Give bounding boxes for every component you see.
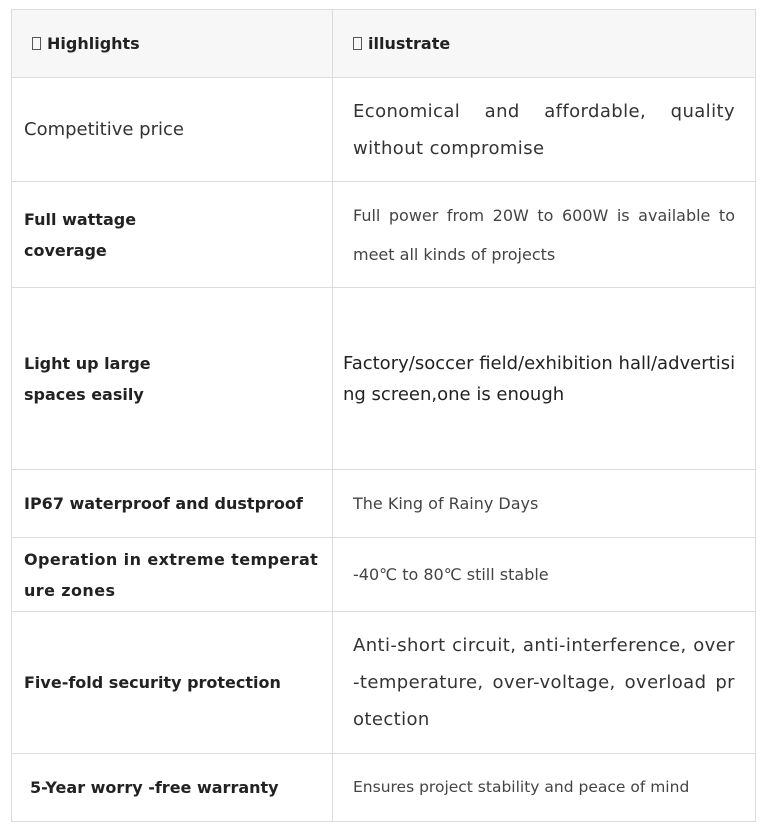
placeholder-glyph-icon xyxy=(353,37,362,50)
feature-text: Operation in extreme temperature zones xyxy=(24,549,319,600)
description-cell xyxy=(333,288,756,470)
description-cell xyxy=(333,182,756,288)
feature-text: Competitive price xyxy=(24,119,184,140)
description-cell xyxy=(333,754,756,822)
feature-cell xyxy=(12,612,333,754)
description-cell xyxy=(333,612,756,754)
description-text: Ensures project stability and peace of mind xyxy=(353,778,690,796)
description-text: Factory/soccer field/exhibition hall/advertising screen,one is enough xyxy=(343,352,736,405)
feature-text: Five-fold security protection xyxy=(24,673,281,692)
description-text: The King of Rainy Days xyxy=(353,494,539,513)
feature-cell xyxy=(12,182,333,288)
table-row xyxy=(12,288,756,470)
header-label-illustrate: illustrate xyxy=(368,34,451,53)
feature-text: IP67 waterproof and dustproof xyxy=(24,494,303,513)
placeholder-glyph-icon xyxy=(32,37,41,50)
table-row xyxy=(12,612,756,754)
description-cell xyxy=(333,78,756,182)
table-row xyxy=(12,538,756,612)
feature-cell xyxy=(12,288,333,470)
table-header-row xyxy=(12,10,756,78)
description-text: Anti-short circuit, anti-interference, over-temperature, over-voltage, overload protection xyxy=(353,635,735,730)
header-label-highlights: Highlights xyxy=(47,34,140,53)
feature-cell xyxy=(12,754,333,822)
header-cell-highlights xyxy=(12,10,333,78)
description-text: Economical and affordable, quality without compromise xyxy=(353,100,735,159)
table-row xyxy=(12,470,756,538)
description-cell xyxy=(333,470,756,538)
description-text: Full power from 20W to 600W is available to meet all kinds of projects xyxy=(353,205,735,264)
description-text: -40℃ to 80℃ still stable xyxy=(353,565,549,584)
table-row xyxy=(12,754,756,822)
feature-cell xyxy=(12,538,333,612)
feature-text: Full wattage coverage xyxy=(24,209,137,260)
header-cell-illustrate xyxy=(333,10,756,78)
highlights-table xyxy=(11,9,756,822)
feature-cell xyxy=(12,470,333,538)
feature-text: Light up large spaces easily xyxy=(24,353,151,404)
table-row xyxy=(12,182,756,288)
description-cell xyxy=(333,538,756,612)
feature-cell xyxy=(12,78,333,182)
table-row xyxy=(12,78,756,182)
feature-text: 5-Year worry -free warranty xyxy=(30,778,279,797)
